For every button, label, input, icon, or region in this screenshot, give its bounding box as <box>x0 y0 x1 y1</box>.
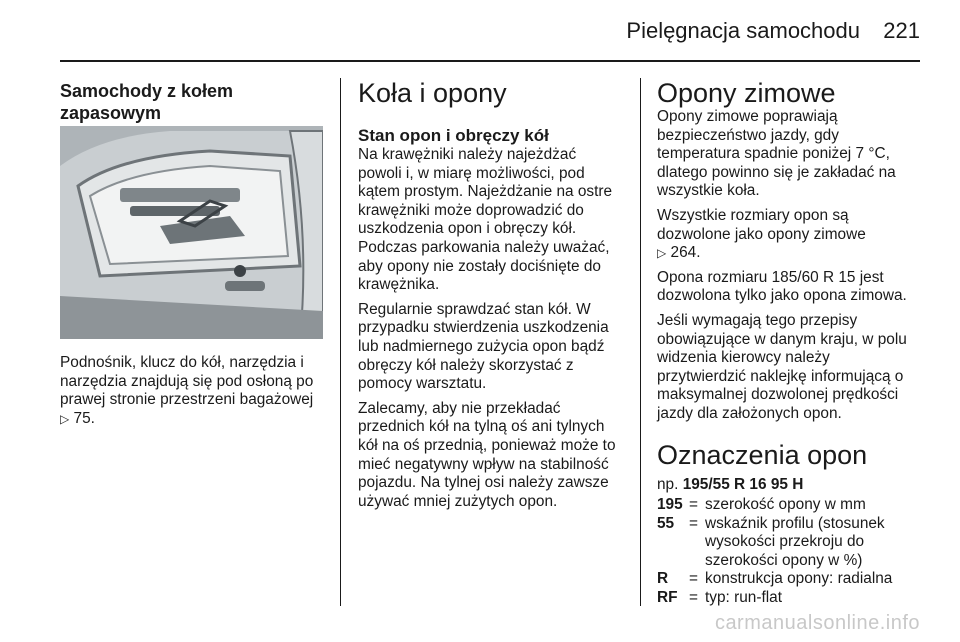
right-paragraph-3: Opona rozmiaru 185/60 R 15 jest dozwolona tylko jako opona zimowa. <box>657 268 907 305</box>
spec-row <box>657 570 921 589</box>
column-divider-1 <box>340 78 341 606</box>
page-number: 221 <box>883 18 920 43</box>
spec-key: RF <box>657 589 678 607</box>
middle-paragraph-3: Zalecamy, aby nie przekładać przednich kół na tylną oś ani tylnych kół na oś przednią, ponieważ może to mieć negatywny wpływ na stabilność pojazdu. Na tylnej osi należy zawsze używać mniej zużytych opon. <box>358 399 616 510</box>
trunk-illustration <box>60 126 323 339</box>
spec-row <box>657 589 921 608</box>
spec-key: 55 <box>657 514 675 532</box>
page-header <box>0 0 960 62</box>
spec-equals: = <box>689 570 698 588</box>
photo-caption <box>60 354 324 434</box>
wheels-tyres-title: Koła i opony <box>358 78 507 108</box>
header-rule <box>60 60 920 62</box>
spec-desc: wskaźnik profilu (stosunek wysokości przekroju do szerokości opony w %) <box>705 514 885 569</box>
column-divider-2 <box>640 78 641 606</box>
example-prefix: np. <box>657 475 679 493</box>
middle-paragraph-2: Regularnie sprawdzać stan kół. W przypadku stwierdzenia uszkodzenia lub nadmiernego zużycia opon bądź obręczy kół należy skorzystać z pomocy warsztatu. <box>358 300 609 393</box>
spec-row <box>657 515 921 571</box>
spec-key: R <box>657 570 669 588</box>
right-paragraph-2: Wszystkie rozmiary opon są dozwolone jako opony zimowe <box>657 206 866 243</box>
right-page-link[interactable]: 264. <box>670 244 701 262</box>
spec-equals: = <box>689 514 698 532</box>
middle-column <box>358 78 624 517</box>
spec-row <box>657 496 921 515</box>
spec-equals: = <box>689 496 698 514</box>
caption-page-link[interactable]: 75. <box>73 409 95 427</box>
caption-text: Podnośnik, klucz do kół, narzędzia i narzędzia znajdują się pod osłoną po prawej stronie przestrzeni bagażowej <box>60 354 314 409</box>
arrow-ref-icon: ▷ <box>60 411 70 426</box>
trunk-photo <box>60 126 323 339</box>
spec-desc: szerokość opony w mm <box>705 496 866 514</box>
spec-equals: = <box>689 589 698 607</box>
arrow-ref-icon: ▷ <box>657 246 667 261</box>
spare-wheel-heading: Samochody z kołem zapasowym <box>60 81 234 123</box>
spec-desc: typ: run-flat <box>705 589 782 607</box>
watermark: carmanualsonline.info <box>714 612 920 634</box>
example-value: 195/55 R 16 95 H <box>682 475 804 493</box>
tyre-example <box>657 476 921 495</box>
right-paragraph-4: Jeśli wymagają tego przepisy obowiązujące w danym kraju, w polu widzenia kierowcy należy przytwierdzić naklejkę informującą o maksymalnej dozwolonej prędkości jazdy dla założonych opon. <box>657 311 907 422</box>
tyre-designations-title: Oznaczenia opon <box>657 439 868 470</box>
right-column <box>657 78 921 608</box>
tyre-condition-heading: Stan opon i obręczy kół <box>358 126 549 145</box>
middle-paragraph-1: Na krawężniki należy najeżdżać powoli i, w miarę możliwości, pod kątem prostym. Najeżdżanie na ostre krawężniki może doprowadzić do uszkodzenia opon i obręczy kół. Podczas parkowania należy uważać, aby opony nie zostały dociśnięte do krawężnika. <box>358 146 613 294</box>
spec-desc: konstrukcja opony: radialna <box>705 570 893 588</box>
right-paragraph-1: Opony zimowe poprawiają bezpieczeństwo jazdy, gdy temperatura spadnie poniżej 7 °C, dlatego powinno się je zakładać na wszystkie koła. <box>657 108 896 200</box>
tyre-spec-table <box>657 496 921 608</box>
winter-tyres-title: Opony zimowe <box>657 78 836 108</box>
left-column <box>60 80 322 124</box>
spec-key: 195 <box>657 496 683 514</box>
header-title: Pielęgnacja samochodu <box>626 18 860 43</box>
